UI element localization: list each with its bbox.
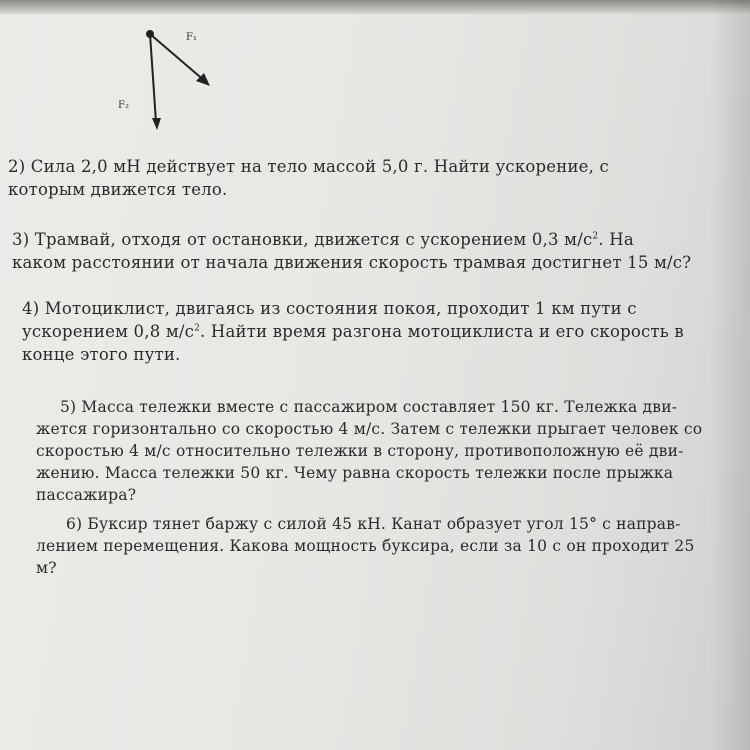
problem-6-line-3: м? (36, 559, 57, 577)
force-f1-label: F₁ (186, 32, 197, 43)
problem-5-line-4: жению. Масса тележки 50 кг. Чему равна скорость тележки после прыжка (36, 464, 674, 482)
problem-4-line-3: конце этого пути. (22, 345, 181, 364)
problem-4-line-2-text: ускорением 0,8 м/с (22, 322, 195, 341)
problem-6-line-2: лением перемещения. Какова мощность буксира, если за 10 с он проходит 25 (36, 537, 695, 555)
problem-5-line-1: 5) Масса тележки вместе с пассажиром составляет 150 кг. Тележка дви- (60, 398, 678, 416)
problem-5 (36, 396, 703, 506)
force-f1-arrow (150, 34, 206, 82)
force-f2-label: F₂ (118, 100, 129, 111)
force-f2-arrowhead (152, 118, 161, 130)
problem-2 (8, 155, 698, 201)
problem-3-line-1 (12, 228, 697, 251)
problem-4-line-2-end: . Найти время разгона мотоциклиста и его скорость в (200, 322, 684, 341)
problem-2-line-2: которым движется тело. (8, 180, 228, 199)
force-f2-arrow (150, 34, 156, 122)
problem-6-line-1: 6) Буксир тянет баржу с силой 45 кН. Канат образует угол 15° с направ- (66, 515, 681, 533)
force-diagram (110, 18, 250, 148)
photo-top-edge (0, 0, 750, 14)
problem-3 (12, 228, 697, 274)
problem-3-superscript: 2 (592, 231, 599, 242)
problem-5-line-2: жется горизонтально со скоростью 4 м/с. Затем с тележки прыгает человек со (36, 420, 703, 438)
problem-2-line-1: 2) Сила 2,0 мН действует на тело массой 5,0 г. Найти ускорение, с (8, 157, 609, 176)
problem-3-line-1-text: 3) Трамвай, отходя от остановки, движется с ускорением 0,3 м/с (12, 230, 593, 249)
problem-3-line-1-end: . На (598, 230, 634, 249)
problem-4-line-2 (22, 320, 692, 343)
problem-5-line-3: скоростью 4 м/с относительно тележки в сторону, противоположную её дви- (36, 442, 684, 460)
problem-4-line-1: 4) Мотоциклист, двигаясь из состояния покоя, проходит 1 км пути с (22, 299, 637, 318)
problem-3-line-2: каком расстоянии от начала движения скорость трамвая достигнет 15 м/с? (12, 253, 692, 272)
problem-4-superscript: 2 (194, 323, 201, 334)
photo-shadow (710, 0, 750, 750)
problem-4 (22, 297, 692, 366)
problem-5-line-5: пассажира? (36, 486, 137, 504)
problem-6 (36, 513, 695, 579)
